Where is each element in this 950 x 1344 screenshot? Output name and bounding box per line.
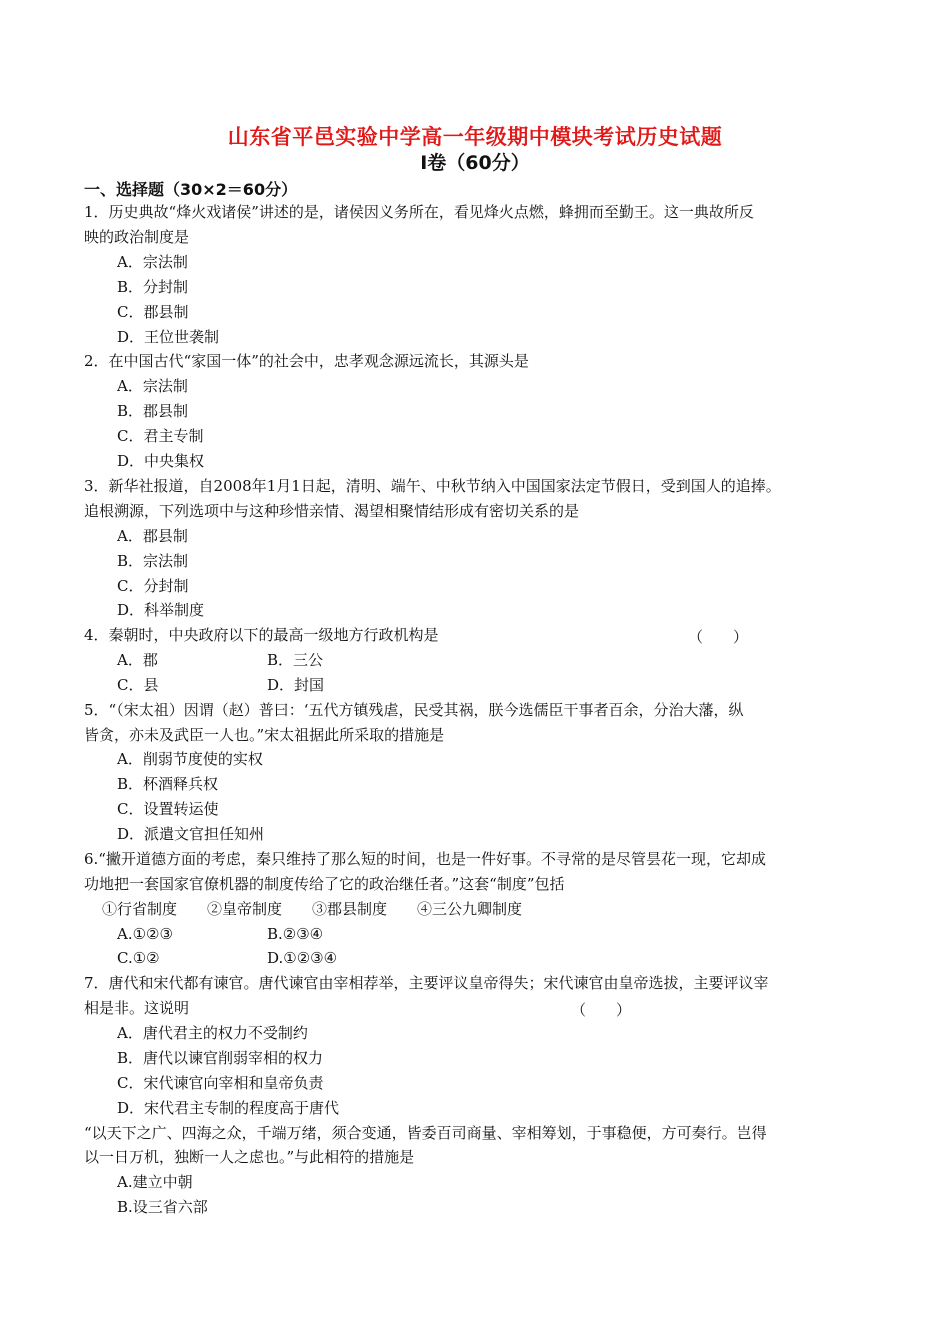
- question-5-option-b: B．杯酒释兵权: [117, 775, 219, 793]
- question-4-option-a: A．郡: [117, 651, 158, 669]
- question-3-option-b: B．宗法制: [117, 552, 189, 570]
- question-4-option-b: B．三公: [267, 651, 324, 669]
- question-6-option-b: B.②③④: [267, 925, 324, 943]
- question-2-option-b: B．郡县制: [117, 402, 189, 420]
- volume-subtitle: Ⅰ卷（60分）: [420, 152, 530, 174]
- question-2-option-d: D．中央集权: [117, 452, 205, 470]
- question-4-option-d: D．封国: [267, 676, 325, 694]
- question-2-option-a: A．宗法制: [117, 377, 188, 395]
- question-8-stem-line-2: 以一日万机，独断一人之虑也。”与此相符的措施是: [84, 1148, 415, 1166]
- question-3-option-a: A．郡县制: [117, 527, 188, 545]
- question-6-stem-line-1: 6.“撇开道德方面的考虑，秦只维持了那么短的时间，也是一件好事。不寻常的是尽管昙花一现，它却成: [84, 850, 766, 868]
- question-5-option-c: C．设置转运使: [117, 800, 219, 818]
- question-4-option-c: C．县: [117, 676, 159, 694]
- question-7-stem-line-2: 相是非。这说明: [84, 999, 190, 1017]
- question-2-stem: 2．在中国古代“家国一体”的社会中，忠孝观念源远流长，其源头是: [84, 352, 529, 370]
- question-6-option-d: D.①②③④: [267, 949, 338, 967]
- question-6-stem-line-2: 功地把一套国家官僚机器的制度传给了它的政治继任者。”这套“制度”包括: [84, 875, 565, 893]
- question-5-stem-line-2: 皆贪，亦未及武臣一人也。”宋太祖据此所采取的措施是: [84, 726, 445, 744]
- question-2-option-c: C．君主专制: [117, 427, 204, 445]
- exam-title: 山东省平邑实验中学高一年级期中模块考试历史试题: [227, 125, 723, 149]
- question-7-option-a: A．唐代君主的权力不受制约: [117, 1024, 308, 1042]
- question-5-option-a: A．削弱节度使的实权: [117, 750, 263, 768]
- question-7-option-c: C．宋代谏官向宰相和皇帝负责: [117, 1074, 324, 1092]
- question-1-option-d: D．王位世袭制: [117, 328, 220, 346]
- question-3-stem-line-2: 追根溯源，下列选项中与这种珍惜亲情、渴望相聚情结形成有密切关系的是: [84, 502, 580, 520]
- question-7-stem-line-1: 7．唐代和宋代都有谏官。唐代谏官由宰相荐举，主要评议皇帝得失；宋代谏官由皇帝选拔，主要评议宰: [84, 974, 769, 992]
- question-1-option-c: C．郡县制: [117, 303, 189, 321]
- question-6-option-a: A.①②③: [117, 925, 173, 943]
- question-8-stem-line-1: “以天下之广、四海之众，千端万绪，须合变通，皆委百司商量、宰相筹划，于事稳便，方可奏行。岂得: [84, 1124, 767, 1142]
- question-6-option-c: C.①②: [117, 949, 160, 967]
- question-7-answer-blank: （ ）: [571, 1001, 632, 1019]
- question-5-option-d: D．派遣文官担任知州: [117, 825, 265, 843]
- question-7-option-b: B．唐代以谏官削弱宰相的权力: [117, 1049, 324, 1067]
- question-8-option-b: B.设三省六部: [117, 1198, 208, 1216]
- question-8-option-a: A.建立中朝: [117, 1173, 193, 1191]
- question-5-stem-line-1: 5．“（宋太祖）因谓（赵）普曰：‘五代方镇残虐，民受其祸，朕今选儒臣干事者百余，分治大藩，纵: [84, 701, 744, 719]
- question-1-option-b: B．分封制: [117, 278, 189, 296]
- question-4-stem: 4．秦朝时，中央政府以下的最高一级地方行政机构是: [84, 626, 439, 644]
- question-3-option-d: D．科举制度: [117, 601, 205, 619]
- question-7-option-d: D．宋代君主专制的程度高于唐代: [117, 1099, 340, 1117]
- question-1-stem-line-1: 1．历史典故“烽火戏诸侯”讲述的是，诸侯因义务所在，看见烽火点燃，蜂拥而至勤王。这一典故所反: [84, 203, 754, 221]
- question-1-stem-line-2: 映的政治制度是: [84, 228, 190, 246]
- question-6-items: ①行省制度 ②皇帝制度 ③郡县制度 ④三公九卿制度: [102, 900, 523, 918]
- question-3-option-c: C．分封制: [117, 577, 189, 595]
- section-heading: 一、选择题（30×2＝60分）: [84, 180, 298, 199]
- question-4-answer-blank: （ ）: [688, 628, 749, 646]
- question-3-stem-line-1: 3．新华社报道，自2008年1月1日起，清明、端午、中秋节纳入中国国家法定节假日，受到国人的追捧。: [84, 477, 781, 495]
- question-1-option-a: A．宗法制: [117, 253, 188, 271]
